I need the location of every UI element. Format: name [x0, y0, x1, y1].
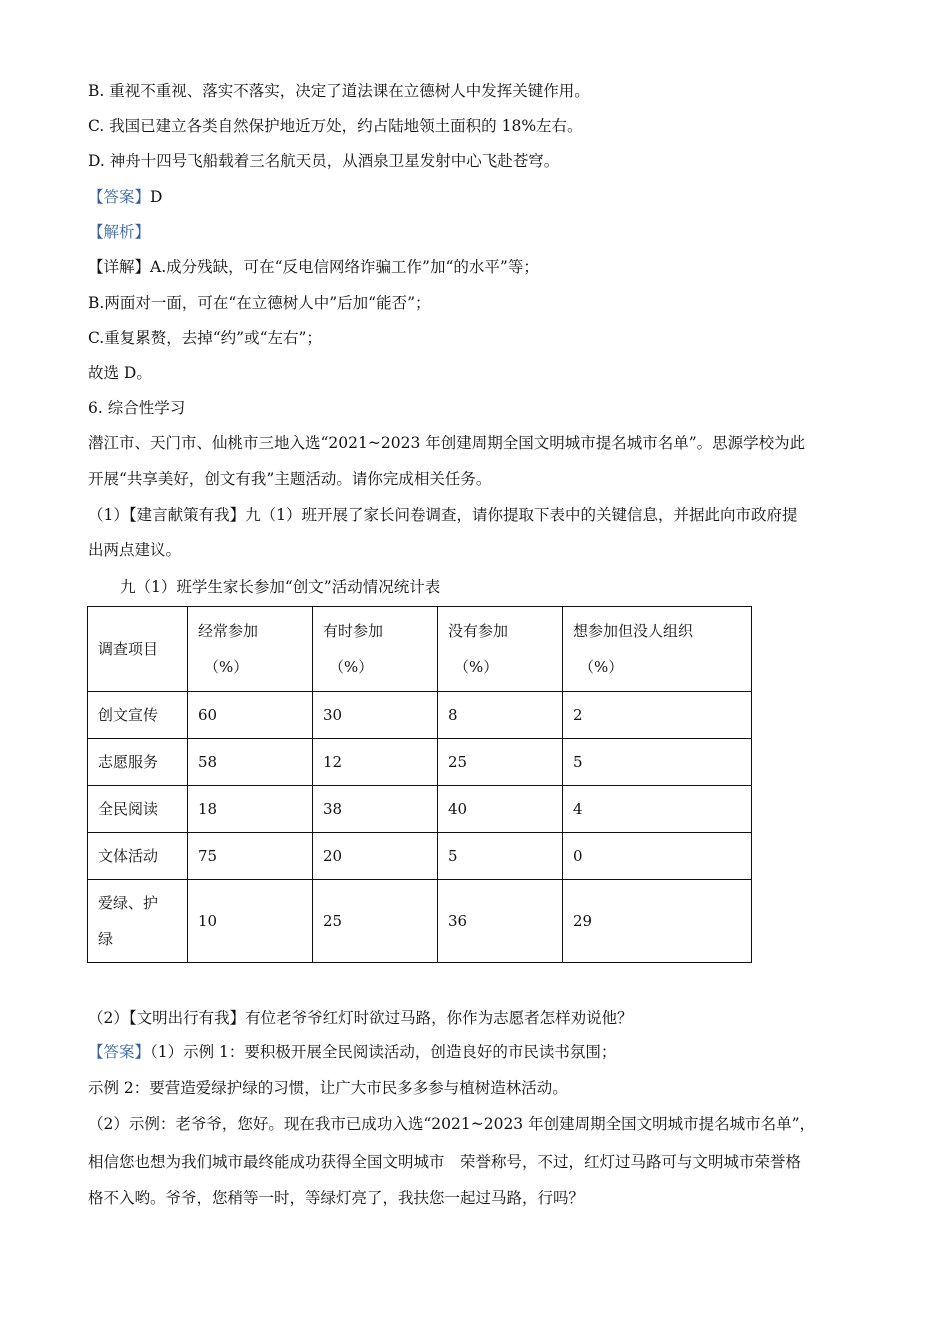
detail-b-line: B.两面对一面，可在“在立德树人中”后加“能否”；: [88, 294, 431, 312]
row-label: 爱绿、护 绿: [88, 880, 188, 963]
table-cell: 10: [188, 880, 313, 963]
detail-a-line: [88, 256, 539, 278]
header-cell: 想参加但没人组织 （%）: [563, 607, 752, 692]
answer-2-text: （1）示例 1：要积极开展全民阅读活动，创造良好的市民读书氛围；: [150, 1043, 617, 1061]
table-cell: 18: [188, 786, 313, 833]
table-cell: 25: [313, 880, 438, 963]
table-cell: 20: [313, 833, 438, 880]
detail-c-line: C.重复累赘，去掉“约”或“左右”；: [88, 329, 322, 347]
question-6-intro-2: 开展“共享美好，创文有我”主题活动。请你完成相关任务。: [88, 470, 492, 488]
table-cell: 36: [438, 880, 563, 963]
task-2-line: [88, 1007, 633, 1029]
header-cell: 没有参加 （%）: [438, 607, 563, 692]
task-1-number: （1）: [88, 506, 129, 524]
option-c-line: C. 我国已建立各类自然保护地近万处，约占陆地领土面积的 18%左右。: [88, 117, 583, 135]
table-cell: 0: [563, 833, 752, 880]
detail-label: 【详解】: [88, 258, 151, 276]
answer-2-line: [88, 1041, 616, 1063]
task-1-line-2: 出两点建议。: [88, 541, 182, 559]
table-row: [88, 786, 752, 833]
header-cell: 调查项目: [88, 607, 188, 692]
table-cell: 29: [563, 880, 752, 963]
answer-line: [88, 186, 162, 208]
question-6-intro-1: 潜江市、天门市、仙桃市三地入选“2021~2023 年创建周期全国文明城市提名城市名单”。思源学校为此: [88, 434, 806, 452]
table-cell: 5: [563, 739, 752, 786]
answer-part-2-line-2: 相信您也想为我们城市最终能成功获得全国文明城市 荣誉称号，不过，红灯过马路可与文明城市荣誉格: [88, 1153, 802, 1171]
answer-part-2-line-1: （2）示例：老爷爷，您好。现在我市已成功入选“2021~2023 年创建周期全国文明城市提名城市名单”，: [88, 1115, 816, 1133]
task-1-tag: 【建言献策有我】: [128, 506, 246, 524]
row-label: 志愿服务: [88, 739, 188, 786]
task-2-text: 有位老爷爷红灯时欲过马路，你作为志愿者怎样劝说他？: [245, 1009, 633, 1027]
table-row: [88, 692, 752, 739]
table-cell: 40: [438, 786, 563, 833]
table-caption: 九（1）班学生家长参加“创文”活动情况统计表: [120, 578, 441, 596]
row-label: 文体活动: [88, 833, 188, 880]
table-cell: 58: [188, 739, 313, 786]
table-cell: 25: [438, 739, 563, 786]
task-1-line: [88, 504, 798, 526]
table-row: [88, 739, 752, 786]
answer-2-label: 【答案】: [88, 1043, 151, 1061]
answer-example-2: 示例 2：要营造爱绿护绿的习惯，让广大市民多多参与植树造林活动。: [88, 1079, 568, 1097]
table-cell: 4: [563, 786, 752, 833]
answer-part-2-line-3: 格不入哟。爷爷，您稍等一时，等绿灯亮了，我扶您一起过马路，行吗？: [88, 1189, 585, 1207]
table-cell: 60: [188, 692, 313, 739]
option-b-line: B. 重视不重视、落实不落实，决定了道法课在立德树人中发挥关键作用。: [88, 82, 590, 100]
answer-label: 【答案】: [88, 188, 151, 206]
table-header-row: [88, 607, 752, 692]
detail-a-text: A.成分残缺，可在“反电信网络诈骗工作”加“的水平”等；: [150, 258, 539, 276]
table-cell: 38: [313, 786, 438, 833]
table-row: [88, 833, 752, 880]
question-6-title: 6. 综合性学习: [88, 399, 186, 417]
row-label: 全民阅读: [88, 786, 188, 833]
table-cell: 30: [313, 692, 438, 739]
answer-value: D: [150, 188, 163, 206]
conclusion-line: 故选 D。: [88, 364, 152, 382]
table-row: [88, 880, 752, 963]
header-cell: 经常参加 （%）: [188, 607, 313, 692]
stats-table: [87, 606, 752, 963]
header-cell: 有时参加 （%）: [313, 607, 438, 692]
table-cell: 8: [438, 692, 563, 739]
option-d-line: D. 神舟十四号飞船载着三名航天员，从酒泉卫星发射中心飞赴苍穹。: [88, 152, 560, 170]
table-cell: 5: [438, 833, 563, 880]
table-cell: 75: [188, 833, 313, 880]
analysis-label: 【解析】: [88, 223, 151, 241]
task-1-text: 九（1）班开展了家长问卷调查，请你提取下表中的关键信息，并据此向市政府提: [245, 506, 798, 524]
task-2-number: （2）: [88, 1009, 129, 1027]
task-2-tag: 【文明出行有我】: [128, 1009, 246, 1027]
table-cell: 2: [563, 692, 752, 739]
table-cell: 12: [313, 739, 438, 786]
row-label: 创文宣传: [88, 692, 188, 739]
